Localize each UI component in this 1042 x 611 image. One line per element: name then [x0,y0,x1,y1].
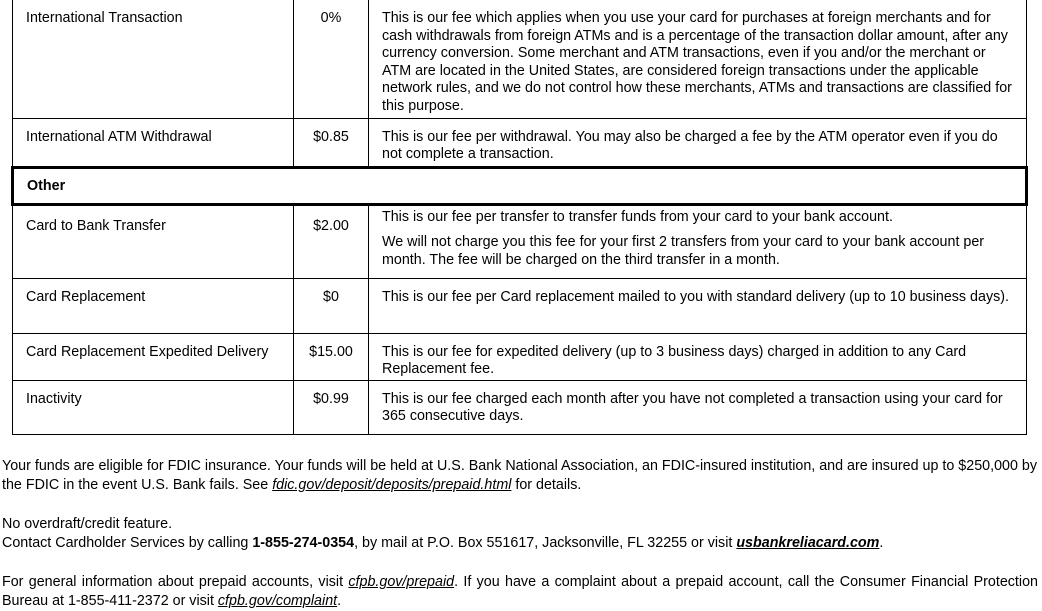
fee-amount: $2.00 [294,204,369,278]
fdic-link[interactable]: fdic.gov/deposit/deposits/prepaid.html [272,477,512,493]
fee-description-line-2: We will not charge you this fee for your first 2 transfers from your card to your bank account per month. The fee will be charged on the third transfer in a month. [382,234,985,268]
fee-amount: $15.00 [294,333,369,380]
contact-prefix: Contact Cardholder Services by calling [2,535,253,551]
fee-description: This is our fee charged each month after you have not completed a transaction using your card for 365 consecutive days. [369,380,1027,434]
cfpb-suffix: . [337,593,342,609]
fee-description [369,204,1027,278]
contact-phone: 1-855-274-0354 [252,535,355,551]
contact-paragraph [2,534,1038,553]
contact-middle: , by mail at P.O. Box 551617, Jacksonville, FL 32255 or visit [354,535,737,551]
cfpb-prepaid-link[interactable]: cfpb.gov/prepaid [348,574,455,590]
fee-table [11,0,1028,435]
section-header-other: Other [13,167,1027,204]
fee-amount: $0 [294,278,369,333]
usbankreliacard-link[interactable]: usbankreliacard.com [736,535,880,551]
contact-suffix: . [879,535,884,551]
table-row [13,204,1027,278]
fee-name: Card to Bank Transfer [13,204,294,278]
fee-name: International Transaction [13,0,294,118]
fee-name: Card Replacement [13,278,294,333]
cfpb-middle: . If you have a complaint about a prepaid account, call the Consumer Financial Protection Bureau at 1-855-411-2372 or visit [2,574,1038,609]
fdic-text: Your funds are eligible for FDIC insurance. Your funds will be held at U.S. Bank National Association, an FDIC-insured institution, and are insured up to $250,000 by the FDIC in the event U.S. Bank fails. See [2,458,1038,493]
fee-amount: $0.85 [294,118,369,167]
fee-name: Card Replacement Expedited Delivery [13,333,294,380]
fee-description: This is our fee which applies when you use your card for purchases at foreign merchants and for cash withdrawals from foreign ATMs and is a percentage of the transaction dollar amount, after any currency conversion. Some merchant and ATM transactions, even if you and/or the merchant or ATM are located in the United States, are considered foreign transactions under the applicable network rules, and we do not control how these merchants, ATMs and transactions are classified for this purpose. [369,0,1027,118]
table-row [13,333,1027,380]
table-row [13,118,1027,167]
fee-amount: $0.99 [294,380,369,434]
section-header-row [13,167,1027,204]
table-row [13,380,1027,434]
table-row [13,278,1027,333]
fee-name: International ATM Withdrawal [13,118,294,167]
cfpb-complaint-link[interactable]: cfpb.gov/complaint [217,593,338,609]
fdic-suffix: for details. [511,477,582,493]
fee-description: This is our fee for expedited delivery (up to 3 business days) charged in addition to any Card Replacement fee. [369,333,1027,380]
fee-amount: 0% [294,0,369,118]
overdraft-notice: No overdraft/credit feature. [2,516,173,532]
fdic-paragraph [2,457,1038,495]
fee-description: This is our fee per Card replacement mailed to you with standard delivery (up to 10 business days). [369,278,1027,333]
table-row [13,0,1027,118]
fee-description: This is our fee per withdrawal. You may also be charged a fee by the ATM operator even if you do not complete a transaction. [369,118,1027,167]
cfpb-paragraph [2,573,1038,611]
fee-description-line-1: This is our fee per transfer to transfer funds from your card to your bank account. [382,208,893,225]
fee-name: Inactivity [13,380,294,434]
cfpb-prefix: For general information about prepaid accounts, visit [2,574,349,590]
